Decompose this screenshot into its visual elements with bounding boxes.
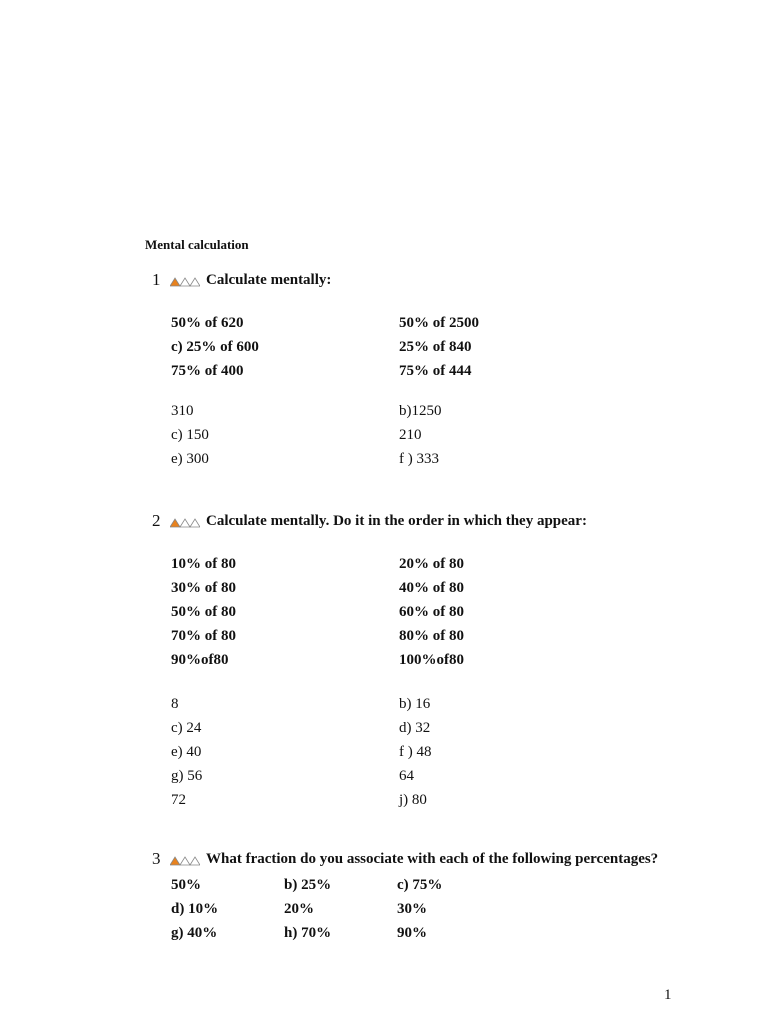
exercise-2-questions <box>171 552 464 672</box>
difficulty-triangles-icon <box>170 856 200 866</box>
exercise-3-questions <box>171 873 442 945</box>
question: g) 40% <box>171 925 218 941</box>
answer: e) 40 <box>171 744 202 760</box>
exercise-title: Calculate mentally. Do it in the order in which they appear: <box>206 512 587 529</box>
answer-row <box>171 399 442 423</box>
question: 30% of 80 <box>171 580 236 596</box>
question: 90% <box>397 925 427 941</box>
question-row <box>171 648 464 672</box>
question: c) 25% of 600 <box>171 339 259 355</box>
question: 10% of 80 <box>171 556 236 572</box>
exercise-number: 1 <box>152 270 161 289</box>
exercise-1-questions <box>171 311 479 383</box>
answer: 210 <box>399 427 422 443</box>
question: 50% <box>171 877 201 893</box>
question-row <box>171 576 464 600</box>
question-row <box>171 359 479 383</box>
exercise-3-header <box>152 849 658 869</box>
question-row <box>171 873 442 897</box>
answer: c) 24 <box>171 720 202 736</box>
answer-row <box>171 692 432 716</box>
difficulty-triangles-icon <box>170 277 200 287</box>
answer: b)1250 <box>399 403 442 419</box>
answer-row <box>171 423 442 447</box>
question: h) 70% <box>284 925 332 941</box>
question: c) 75% <box>397 877 443 893</box>
answer-row <box>171 764 432 788</box>
question: b) 25% <box>284 877 332 893</box>
answer-row <box>171 716 432 740</box>
answer-row <box>171 740 432 764</box>
exercise-number: 2 <box>152 511 161 530</box>
question-row <box>171 335 479 359</box>
difficulty-triangles-icon <box>170 518 200 528</box>
question: 90%of80 <box>171 652 229 668</box>
question: 20% of 80 <box>399 556 464 572</box>
answer: e) 300 <box>171 451 209 467</box>
question-row <box>171 600 464 624</box>
answer: f ) 48 <box>399 744 432 760</box>
page-number: 1 <box>664 987 672 1003</box>
question: 40% of 80 <box>399 580 464 596</box>
exercise-number: 3 <box>152 849 161 868</box>
question-row <box>171 921 442 945</box>
exercise-title: Calculate mentally: <box>206 271 332 288</box>
question: 25% of 840 <box>399 339 472 355</box>
question: 50% of 620 <box>171 315 244 331</box>
answer: 64 <box>399 768 414 784</box>
question-row <box>171 552 464 576</box>
question: d) 10% <box>171 901 219 917</box>
exercise-title: What fraction do you associate with each of the following percentages? <box>206 850 659 867</box>
question: 70% of 80 <box>171 628 236 644</box>
question: 80% of 80 <box>399 628 464 644</box>
answer: b) 16 <box>399 696 431 712</box>
exercise-2-answers <box>171 692 432 812</box>
answer: 8 <box>171 696 179 712</box>
question: 20% <box>284 901 314 917</box>
question: 50% of 80 <box>171 604 236 620</box>
exercise-1-answers <box>171 399 442 471</box>
section-title: Mental calculation <box>145 237 249 252</box>
answer: 72 <box>171 792 186 808</box>
exercise-2-header <box>152 511 587 531</box>
question: 100%of80 <box>399 652 464 668</box>
question-row <box>171 624 464 648</box>
answer: 310 <box>171 403 194 419</box>
question-row <box>171 311 479 335</box>
question: 60% of 80 <box>399 604 464 620</box>
answer: f ) 333 <box>399 451 439 467</box>
answer-row <box>171 788 432 812</box>
answer: c) 150 <box>171 427 209 443</box>
answer: d) 32 <box>399 720 431 736</box>
question-row <box>171 897 442 921</box>
question: 75% of 444 <box>399 363 472 379</box>
question: 75% of 400 <box>171 363 244 379</box>
question: 50% of 2500 <box>399 315 479 331</box>
answer: j) 80 <box>399 792 427 808</box>
exercise-1-header <box>152 270 331 290</box>
answer: g) 56 <box>171 768 203 784</box>
answer-row <box>171 447 442 471</box>
question: 30% <box>397 901 427 917</box>
